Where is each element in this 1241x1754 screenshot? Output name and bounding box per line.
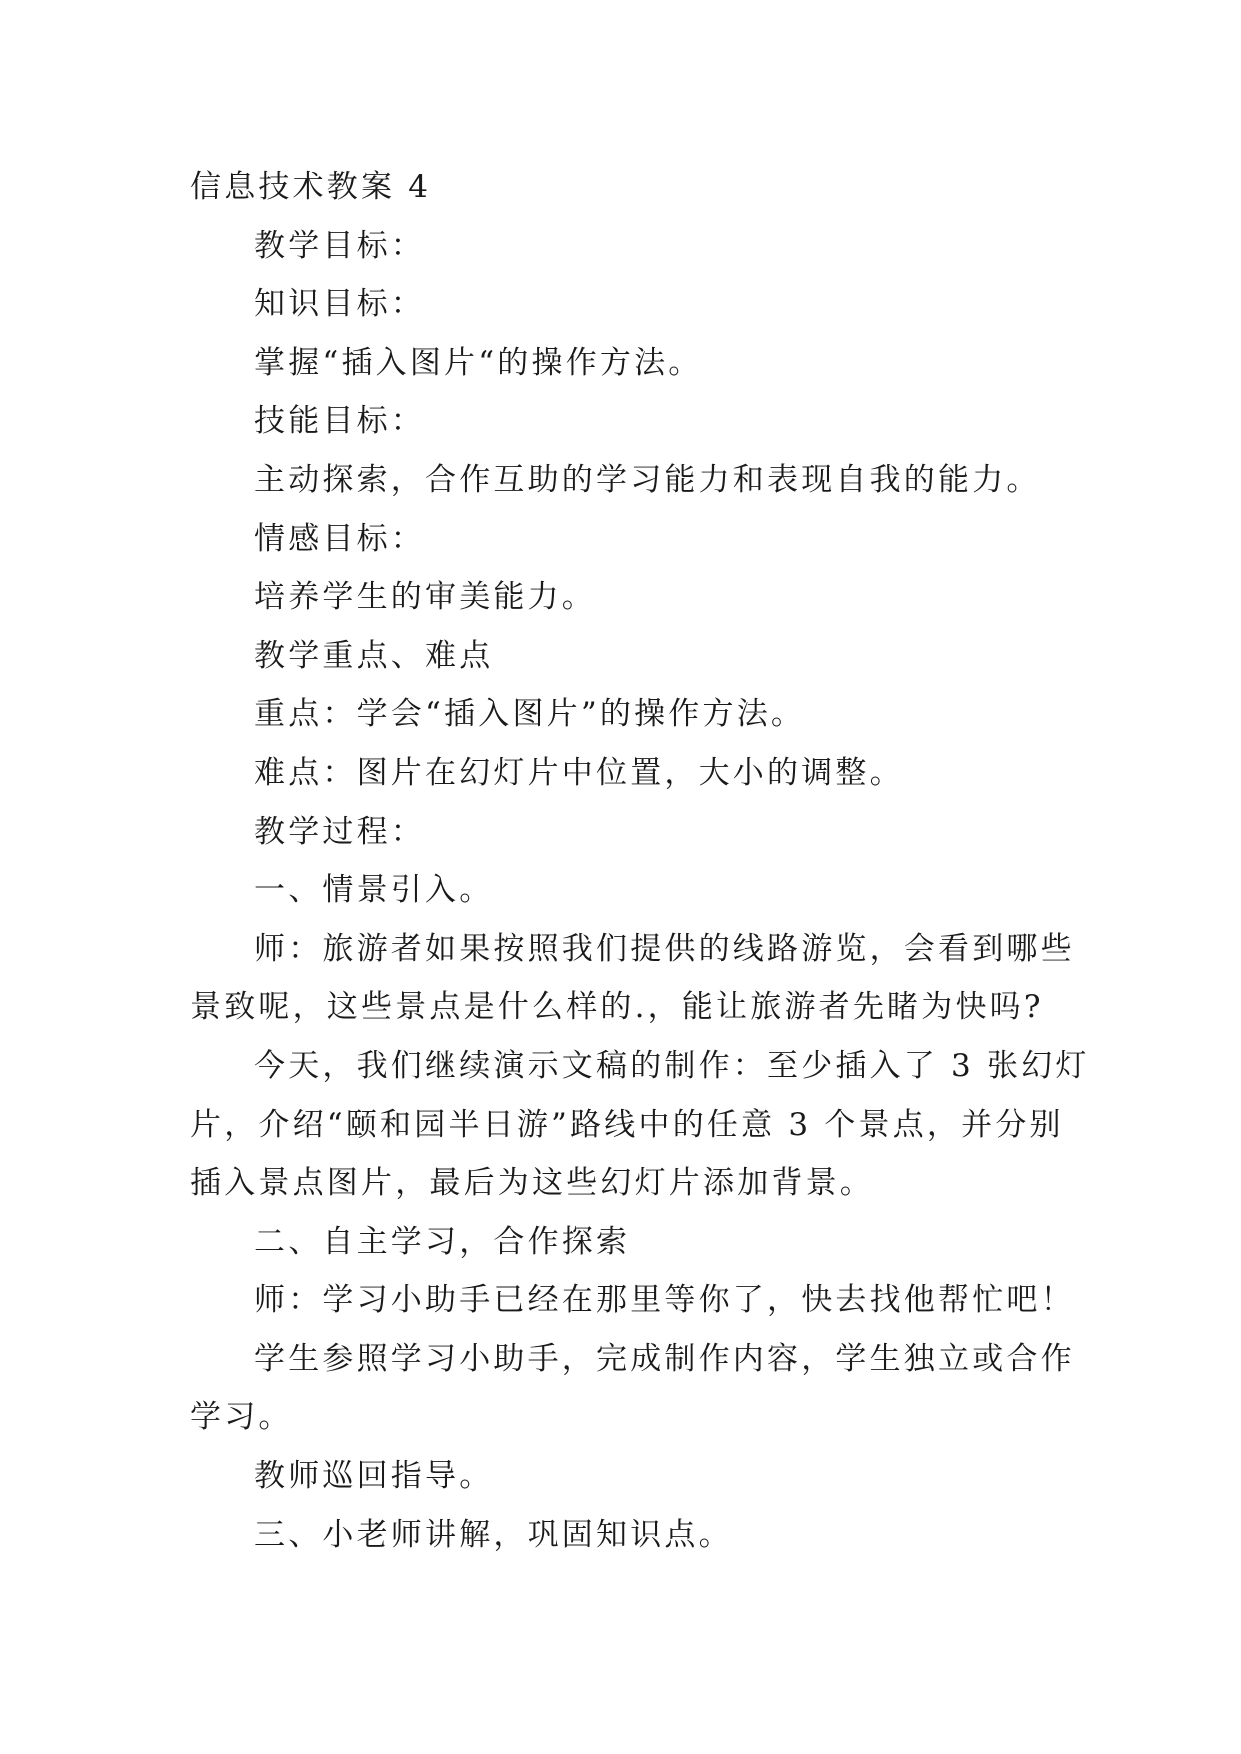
- paragraph-today-line-3: 插入景点图片，最后为这些幻灯片添加背景。: [190, 1165, 874, 1202]
- heading-teaching-objectives: 教学目标：: [254, 227, 425, 264]
- heading-teaching-process: 教学过程：: [254, 813, 425, 850]
- section-one-heading: 一、情景引入。: [254, 872, 494, 909]
- paragraph-today-line-2: 片，介绍“颐和园半日游”路线中的任意 3 个景点，并分别: [190, 1106, 1064, 1143]
- paragraph-students-line-1: 学生参照学习小助手，完成制作内容，学生独立或合作: [254, 1340, 1075, 1377]
- section-three-heading: 三、小老师讲解，巩固知识点。: [254, 1516, 733, 1553]
- document-body: [190, 158, 1090, 1564]
- paragraph-difficult-point: 难点：图片在幻灯片中位置，大小的调整。: [254, 754, 904, 791]
- heading-knowledge-objectives: 知识目标：: [254, 286, 425, 323]
- heading-key-difficult-points: 教学重点、难点: [254, 637, 494, 674]
- document-title: 信息技术教案 4: [190, 169, 432, 205]
- paragraph-teacher-guidance: 教师巡回指导。: [254, 1458, 494, 1495]
- paragraph-emotion: 培养学生的审美能力。: [254, 579, 596, 616]
- paragraph-key-point: 重点：学会“插入图片”的操作方法。: [254, 696, 806, 733]
- paragraph-teacher-intro-line-1: 师：旅游者如果按照我们提供的线路游览，会看到哪些: [254, 930, 1075, 967]
- section-two-heading: 二、自主学习，合作探索: [254, 1223, 631, 1260]
- heading-skill-objectives: 技能目标：: [254, 403, 425, 440]
- paragraph-today-line-1: 今天，我们继续演示文稿的制作：至少插入了 3 张幻灯: [254, 1047, 1090, 1084]
- paragraph-teacher-intro-line-2: 景致呢，这些景点是什么样的.，能让旅游者先睹为快吗?: [190, 989, 1044, 1026]
- heading-emotion-objectives: 情感目标：: [254, 520, 425, 557]
- paragraph-skill: 主动探索，合作互助的学习能力和表现自我的能力。: [254, 461, 1041, 498]
- paragraph-teacher-helper: 师：学习小助手已经在那里等你了，快去找他帮忙吧！: [254, 1282, 1075, 1319]
- paragraph-students-line-2: 学习。: [190, 1399, 293, 1436]
- paragraph-knowledge: 掌握“插入图片“的操作方法。: [254, 344, 703, 381]
